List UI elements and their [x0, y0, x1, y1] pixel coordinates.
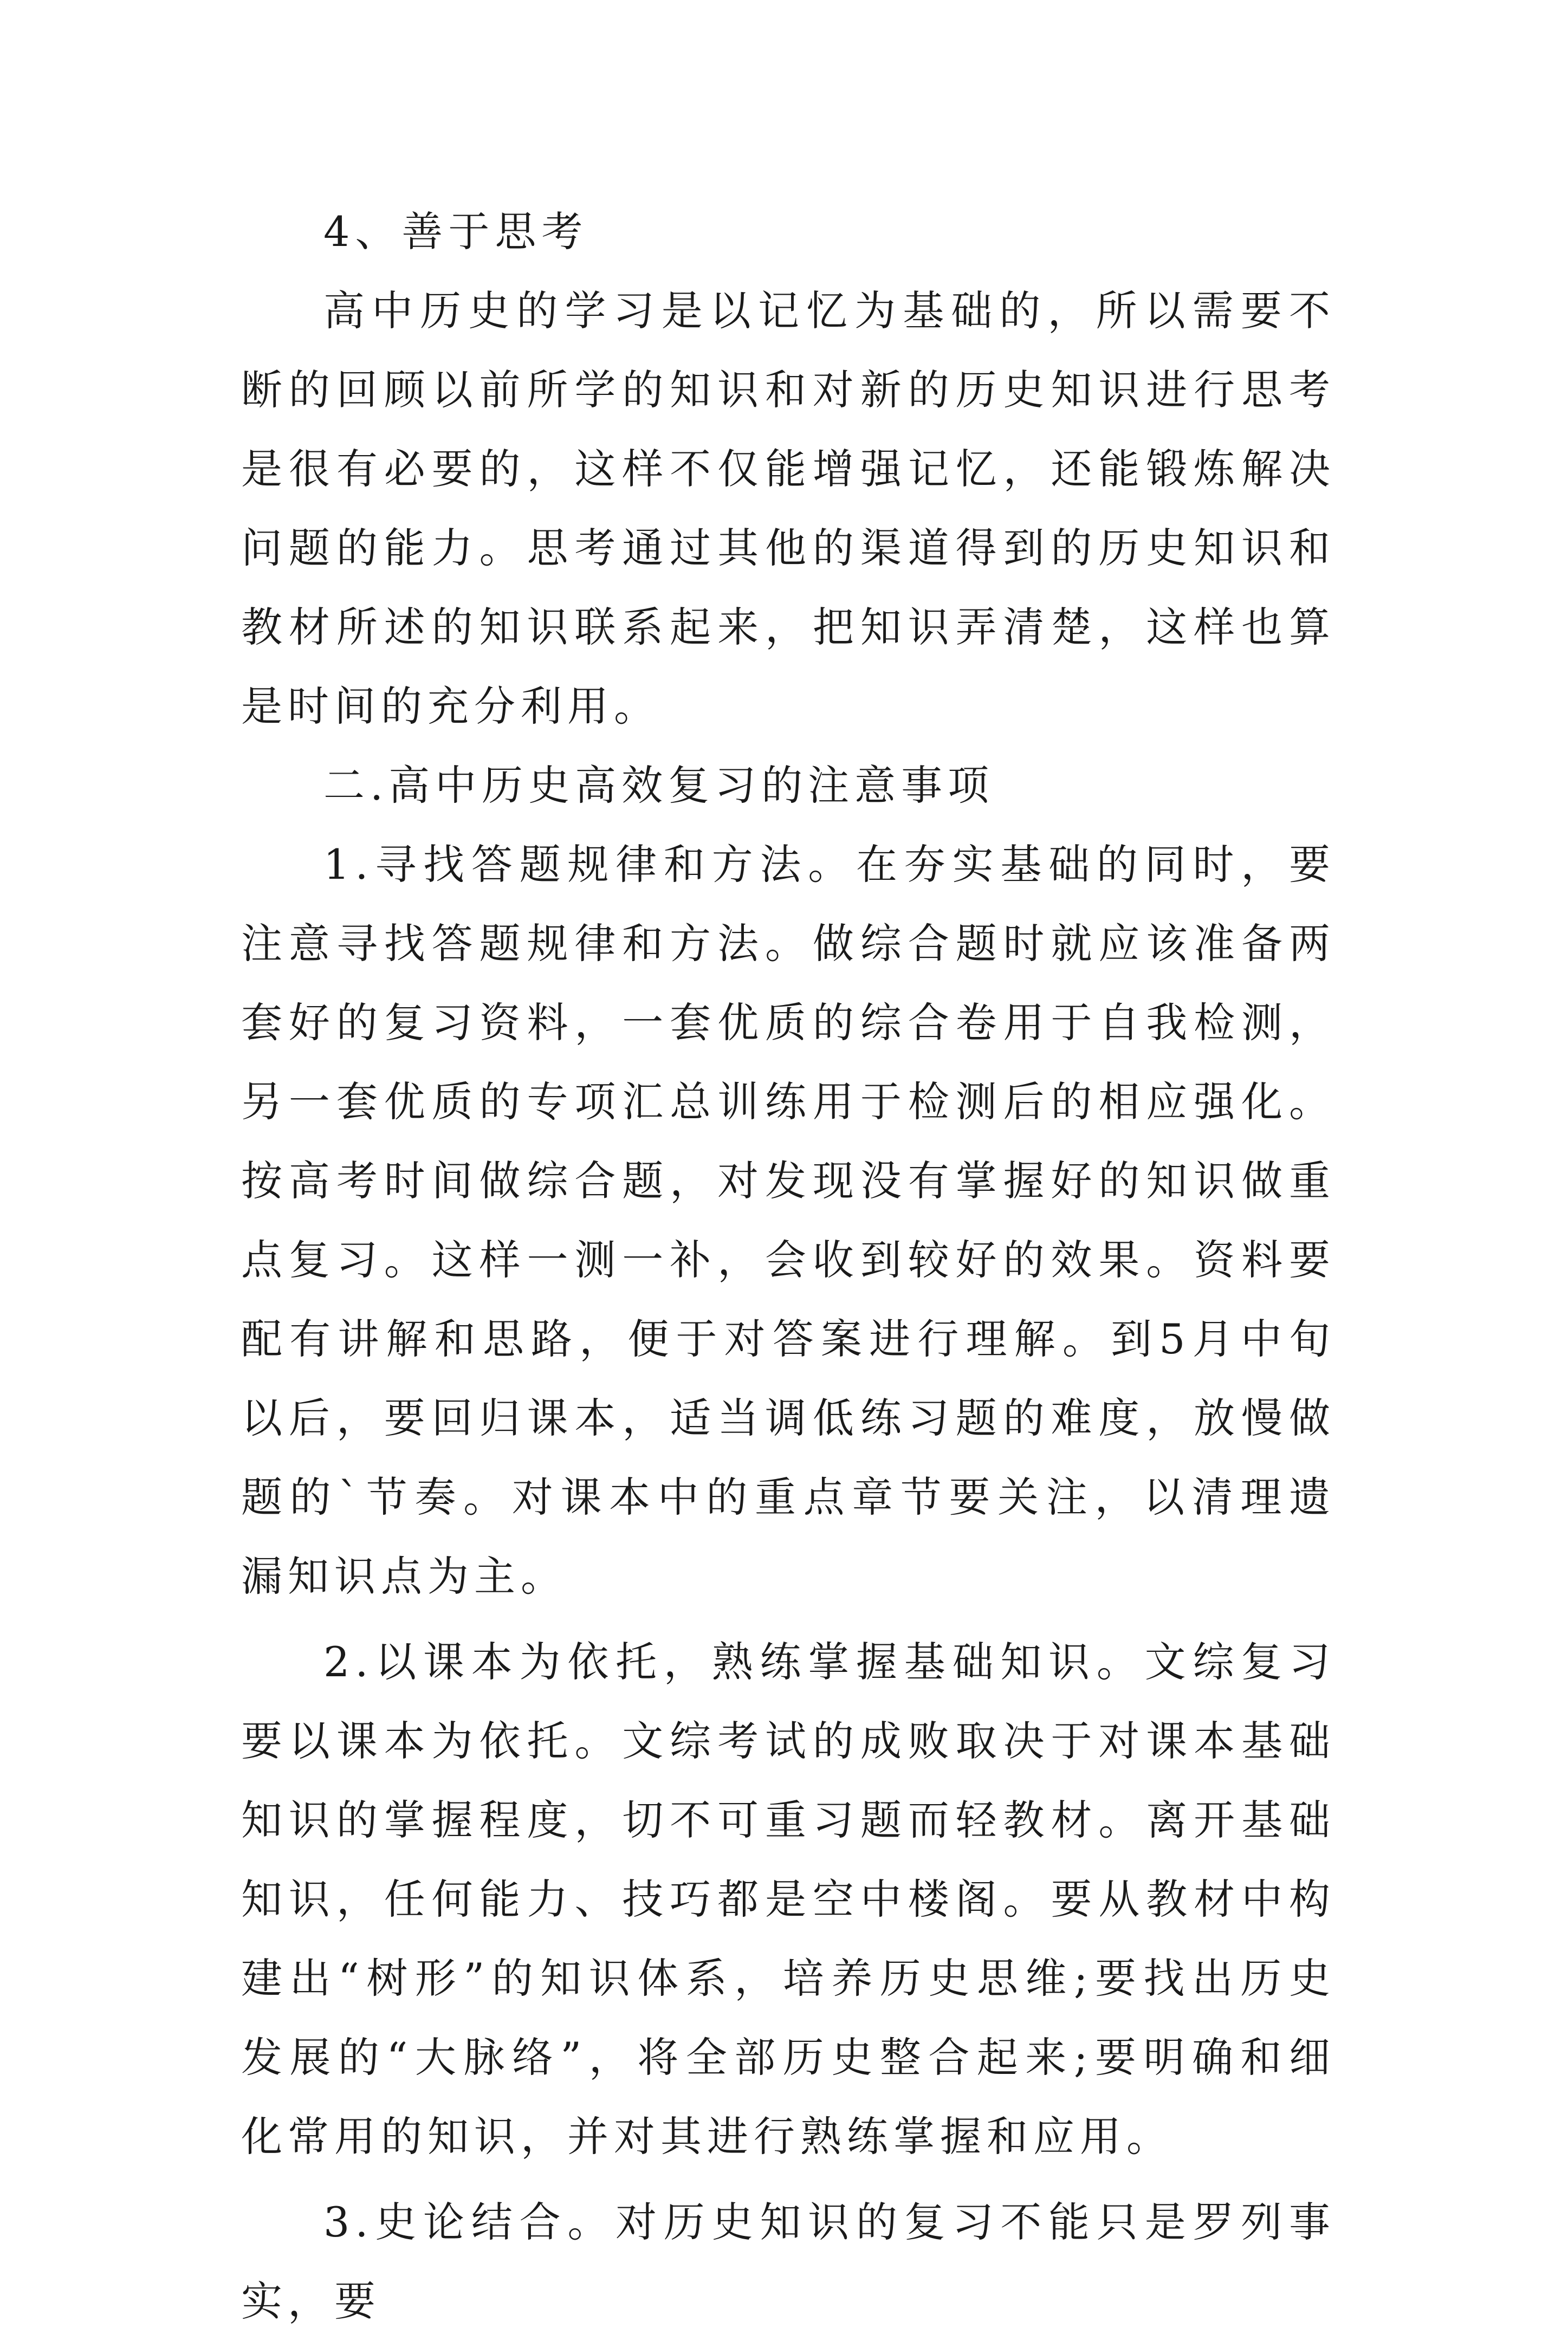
paragraph-history-theory: 3.史论结合。对历史知识的复习不能只是罗列事实，要 [241, 2198, 1336, 2325]
section-heading-think: 4、善于思考 [323, 207, 588, 256]
paragraph-thinking: 高中历史的学习是以记忆为基础的，所以需要不断的回顾以前所学的知识和对新的历史知识进行思考是很有必要的，这样不仅能增强记忆，还能锻炼解决问题的能力。思考通过其他的渠道得到的历史知识和教材所述的知识联系起来，把知识弄清楚，这样也算是时间的充分利用。 [241, 287, 1336, 730]
paragraph-answer-rules: 1.寻找答题规律和方法。在夯实基础的同时，要注意寻找答题规律和方法。做综合题时就应该准备两套好的复习资料，一套优质的综合卷用于自我检测，另一套优质的专项汇总训练用于检测后的相应强化。按高考时间做综合题，对发现没有掌握好的知识做重点复习。这样一测一补，会收到较好的效果。资料要配有讲解和思路，便于对答案进行理解。到5月中旬以后，要回归课本，适当调低练习题的难度，放慢做题的`节奏。对课本中的重点章节要关注，以清理遗漏知识点为主。 [241, 840, 1336, 1600]
section-heading-review-notes: 二.高中历史高效复习的注意事项 [323, 761, 995, 809]
paragraph-gap [241, 2176, 1336, 2183]
paragraph-textbook-basis: 2.以课本为依托，熟练掌握基础知识。文综复习要以课本为依托。文综考试的成败取决于对课本基础知识的掌握程度，切不可重习题而轻教材。离开基础知识，任何能力、技巧都是空中楼阁。要从教材中构建出“树形”的知识体系，培养历史思维;要找出历史发展的“大脉络”，将全部历史整合起来;要明确和细化常用的知识，并对其进行熟练掌握和应用。 [241, 1638, 1336, 2161]
paragraph-gap [241, 1616, 1336, 1623]
document-body [241, 192, 1336, 2341]
